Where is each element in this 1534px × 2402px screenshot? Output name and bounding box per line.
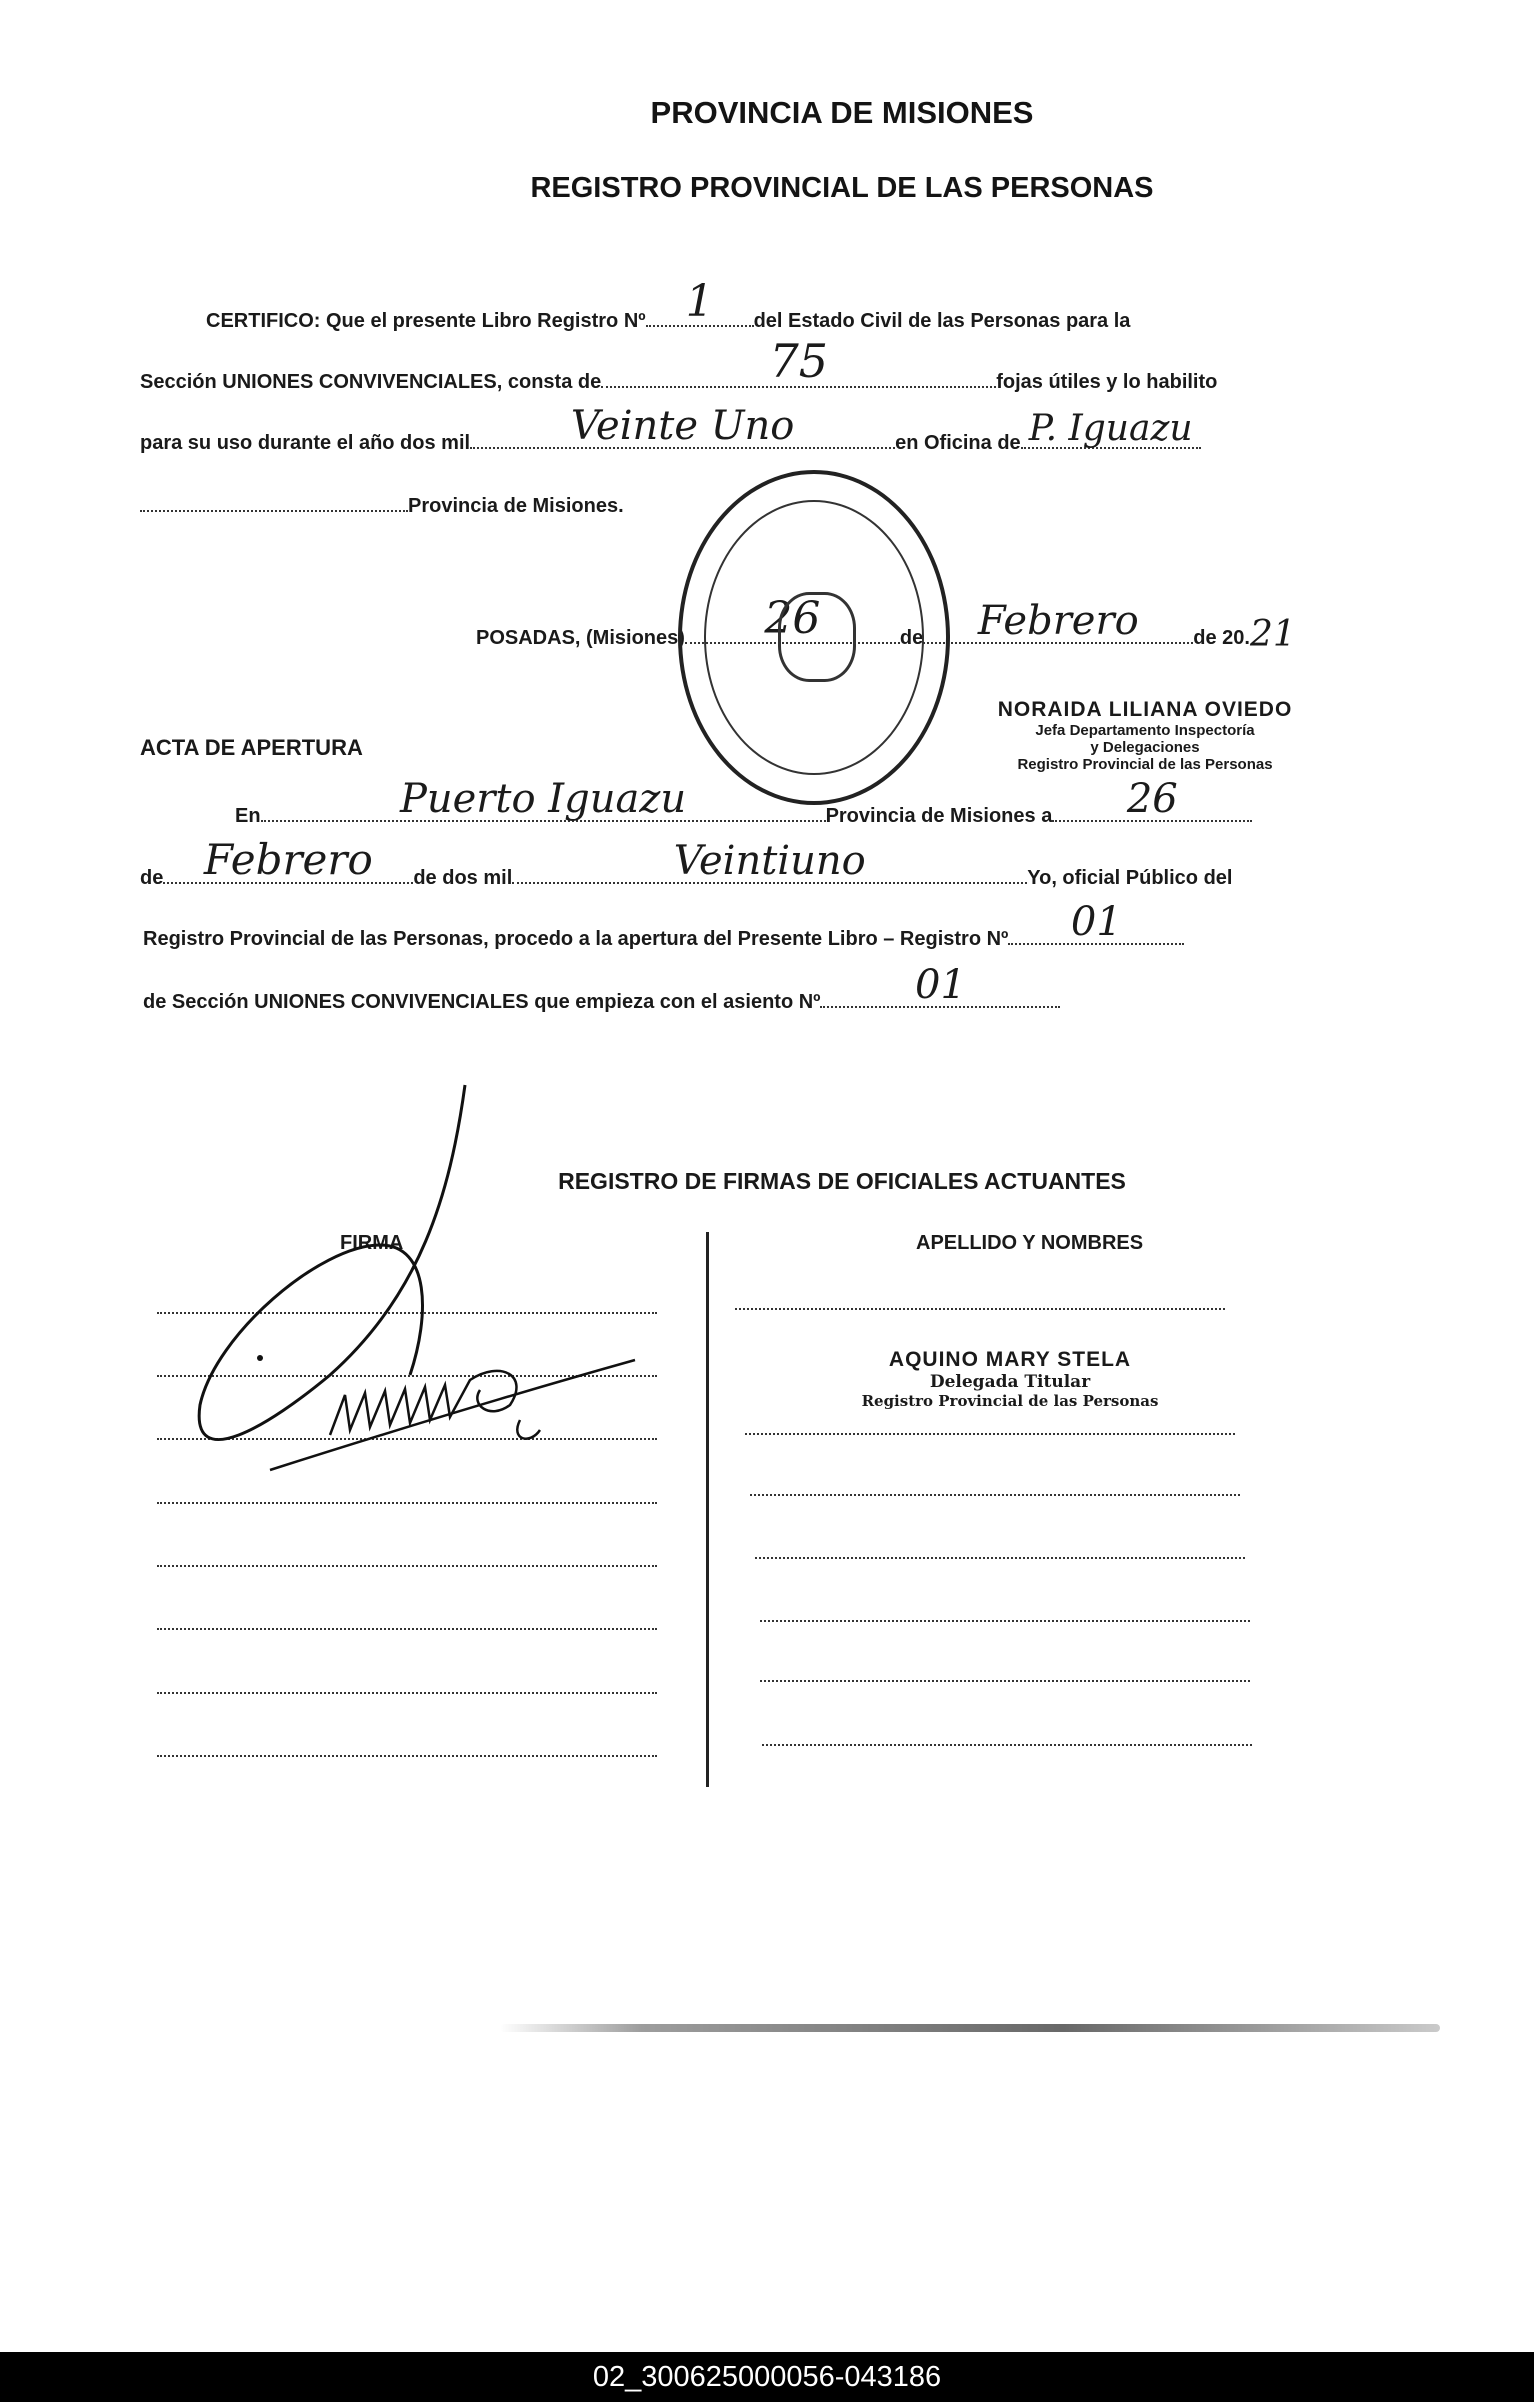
nombres-row [762,1744,1252,1746]
month-field [923,598,1193,644]
scan-footer-code: 02_300625000056-043186 [0,2352,1534,2402]
signature-entry-stamp [840,1348,1180,1410]
libro-number-field [646,276,754,327]
acta-line-4 [143,962,1060,1014]
nombres-column-header: APELLIDO Y NOMBRES [916,1232,1144,1254]
nombres-row [755,1557,1245,1559]
handwritten-year: Veinte Uno [570,403,795,449]
province-title: PROVINCIA DE MISIONES [650,95,1034,130]
handwritten-day: 26 [764,593,821,644]
cert-text: en Oficina de [895,432,1021,454]
signer-organization: Registro Provincial de las Personas [861,1392,1159,1410]
handwritten-signature [180,1075,650,1495]
acta-line-3 [143,899,1184,951]
cert-text: Provincia de Misiones. [408,495,624,517]
acta-text: de Sección UNIONES CONVIVENCIALES que empieza con el asiento Nº [143,991,821,1013]
handwritten-acta-day: 26 [1126,776,1178,822]
firma-row [157,1628,657,1630]
registry-title: REGISTRO PROVINCIAL DE LAS PERSONAS [530,172,1154,204]
acta-line-2 [140,835,1233,890]
cert-text: fojas útiles y lo habilito [996,371,1218,393]
official-role: Registro Provincial de las Personas [1017,756,1273,773]
handwritten-libro-number: 1 [685,276,714,327]
cert-text: de [899,627,924,649]
handwritten-acta-month: Febrero [203,835,373,884]
office-field [1021,408,1201,449]
official-name: NORAIDA LILIANA OVIEDO [997,698,1293,721]
official-role: y Delegaciones [1090,739,1200,756]
acta-month-field [163,835,413,884]
firma-row [157,1755,657,1757]
office-field-cont [140,490,408,512]
nombres-row [745,1433,1235,1435]
nombres-row [760,1620,1250,1622]
cert-line-3 [140,403,1201,455]
handwritten-asiento-number: 01 [915,962,966,1008]
official-seal [678,470,950,805]
acta-heading: ACTA DE APERTURA [140,735,363,760]
cert-line-1 [206,276,1131,333]
cert-text: Sección UNIONES CONVIVENCIALES, consta de [140,371,602,393]
acta-text: Provincia de Misiones a [825,805,1053,827]
cert-text: del Estado Civil de las Personas para la [753,310,1131,332]
handwritten-office: P. Iguazu [1028,408,1193,449]
scan-smudge [500,2024,1440,2032]
acta-text: de dos mil [413,867,513,889]
acta-year-field [512,838,1027,884]
acta-registro-field [1008,899,1184,945]
handwritten-fojas: 75 [769,334,828,388]
handwritten-registro-number: 01 [1070,899,1122,945]
cert-text: para su uso durante el año dos mil [140,432,471,454]
handwritten-place: Puerto Iguazu [399,776,687,822]
handwritten-acta-year: Veintiuno [673,838,866,884]
cert-text: CERTIFICO: Que el presente Libro Registro Nº [206,310,646,332]
official-stamp [985,698,1305,773]
cert-line-4 [140,490,624,518]
seal-emblem [778,592,856,682]
official-role: Jefa Departamento Inspectoría [1035,722,1255,739]
acta-text: de [140,867,164,889]
fojas-field [601,334,996,388]
nombres-row [760,1680,1250,1682]
handwritten-month: Febrero [977,598,1139,644]
column-divider [706,1232,709,1787]
cert-text: POSADAS, (Misiones) [476,627,685,649]
nombres-row [750,1494,1240,1496]
firma-row [157,1565,657,1567]
acta-text: En [235,805,261,827]
acta-text: Yo, oficial Público del [1027,867,1233,889]
firma-row [157,1502,657,1504]
acta-text: Registro Provincial de las Personas, procedo a la apertura del Presente Libro – Registro Nº [143,928,1009,950]
signer-role: Delegada Titular [929,1372,1091,1392]
acta-line-1 [235,776,1252,828]
signer-name: AQUINO MARY STELA [888,1348,1132,1371]
cert-text: de 20. [1193,627,1250,649]
firma-row [157,1692,657,1694]
acta-day-field [1052,776,1252,822]
nombres-row [735,1308,1225,1310]
signatures-heading: REGISTRO DE FIRMAS DE OFICIALES ACTUANTES [558,1168,1126,1194]
acta-asiento-field [820,962,1060,1008]
firma-column-header: FIRMA [340,1232,404,1254]
year-field [470,403,895,449]
handwritten-year-digits: 21 [1249,614,1296,655]
place-field [261,776,826,822]
cert-line-2 [140,334,1218,394]
